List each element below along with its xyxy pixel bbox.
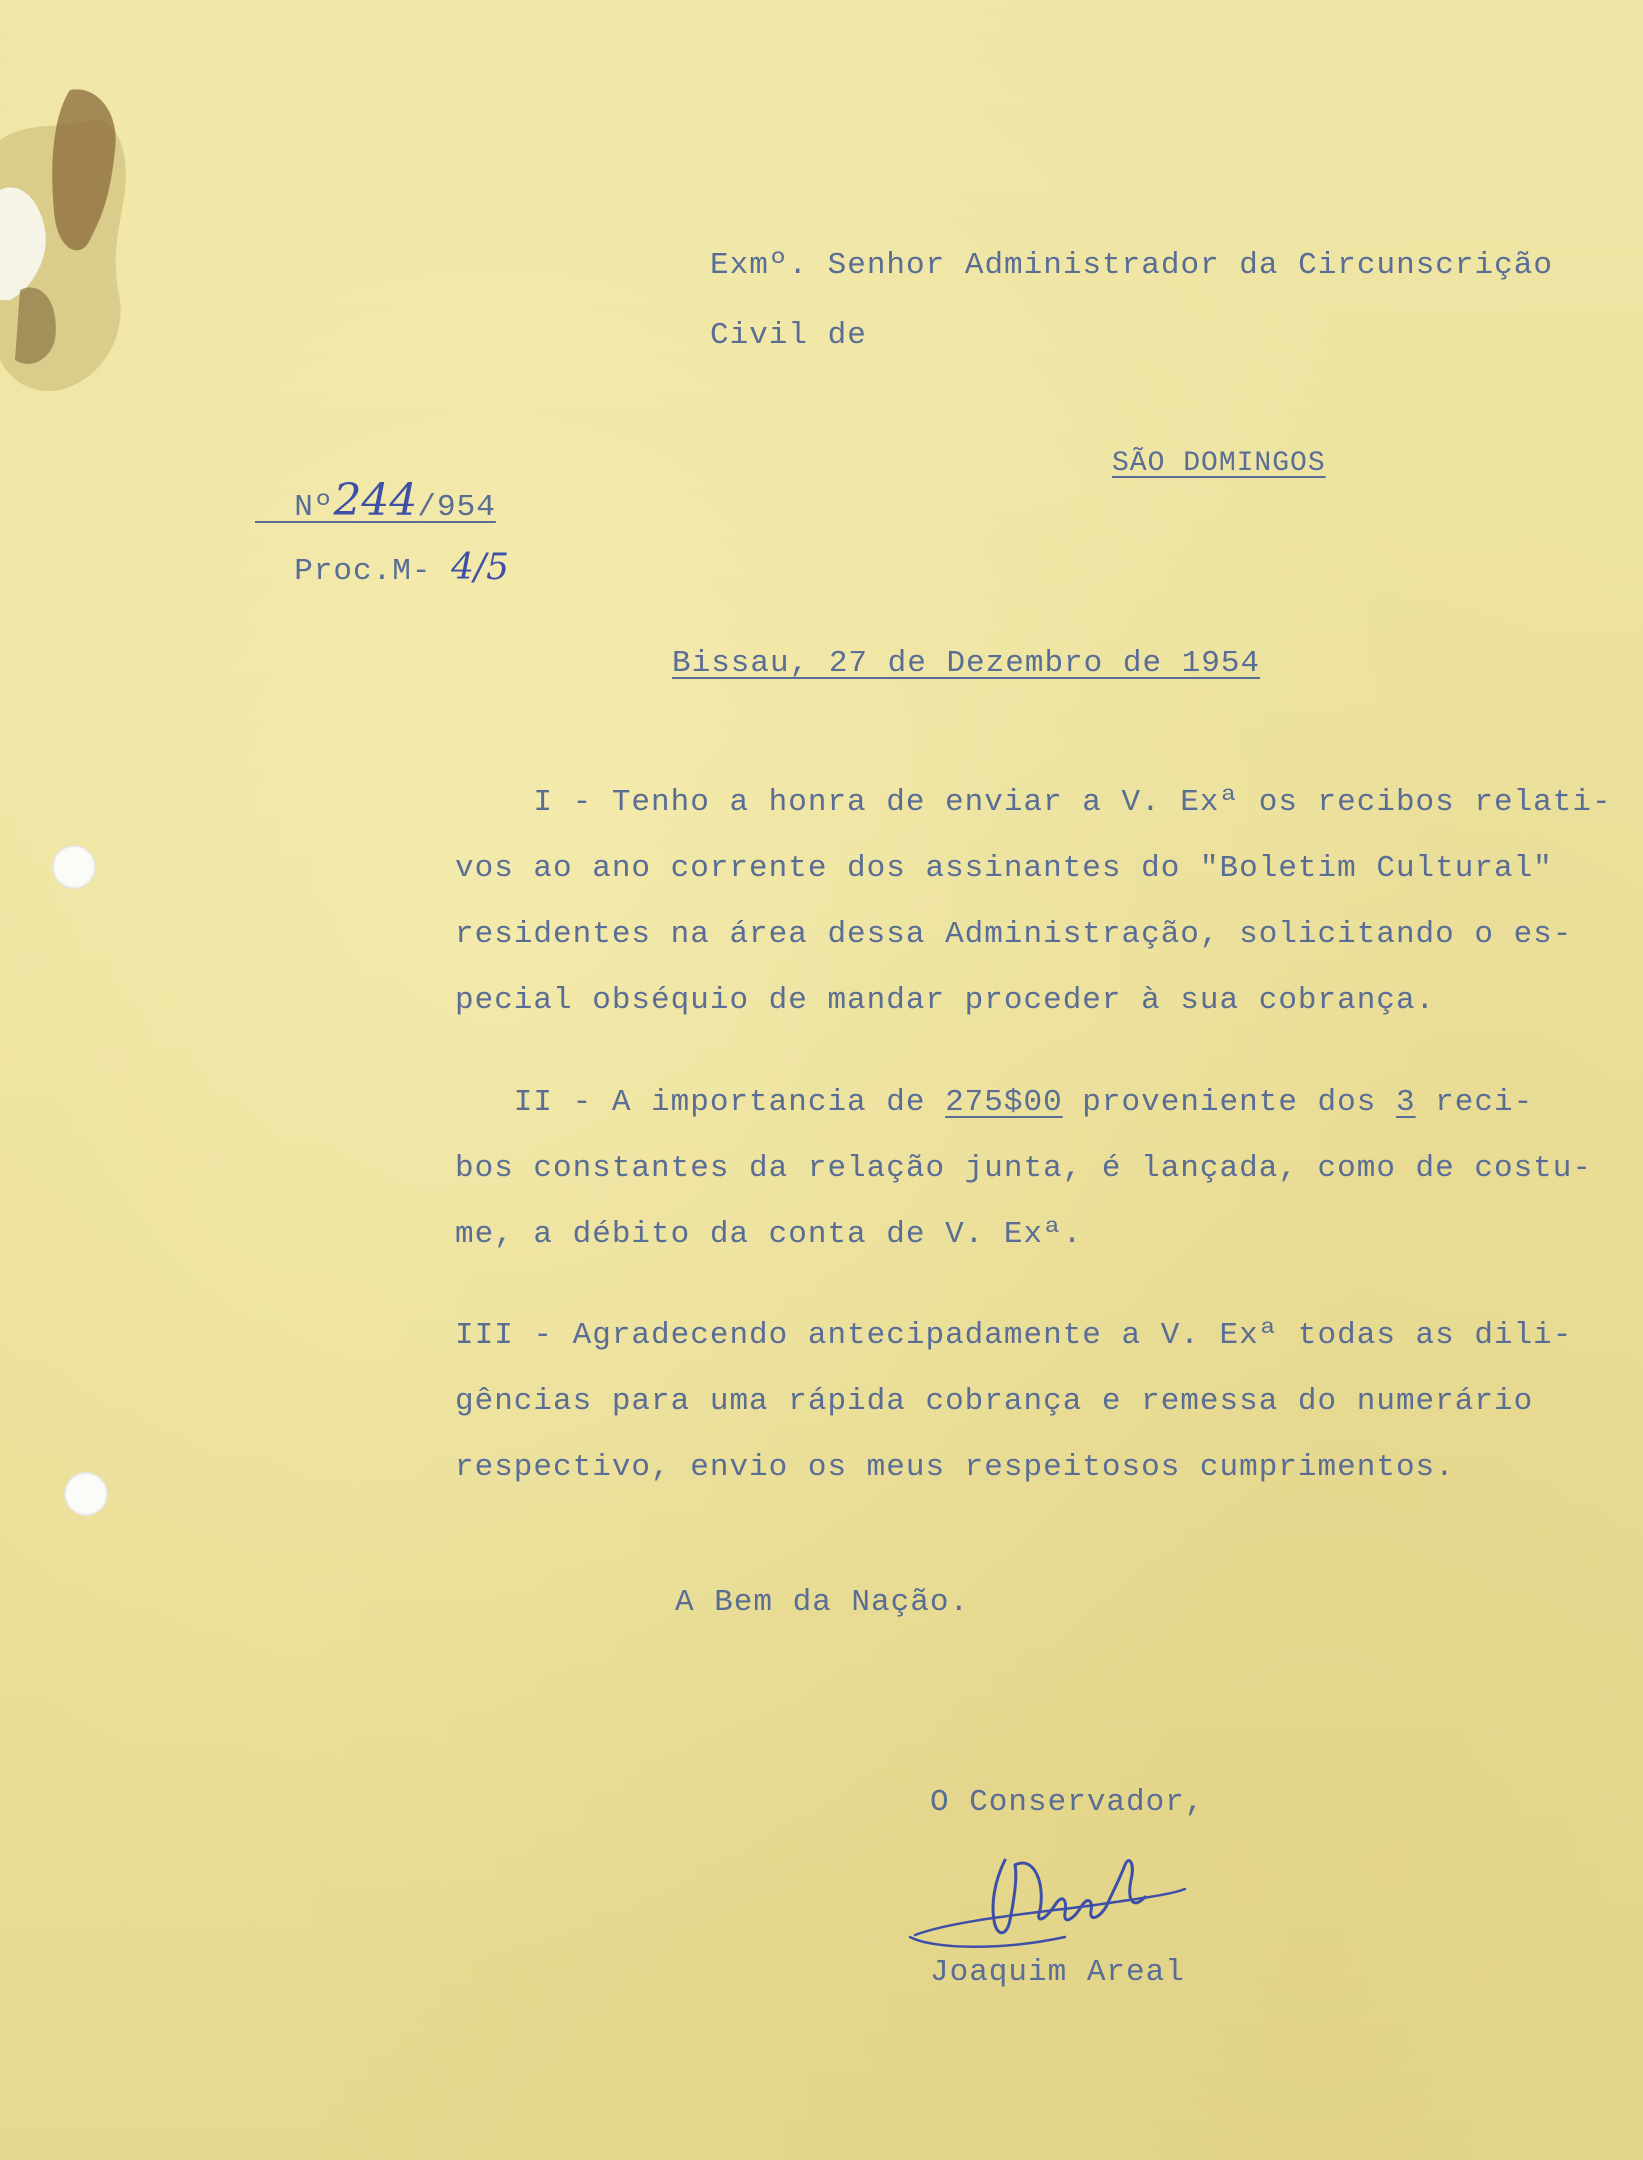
reference-number-prefix: Nº [294, 490, 334, 525]
paragraph-1-line-4: pecial obséquio de mandar proceder à sua cobrança. [455, 983, 1436, 1018]
paragraph-1 [455, 770, 1612, 1034]
date-line: Bissau, 27 de Dezembro de 1954 [672, 646, 1261, 681]
receipt-count: 3 [1395, 1085, 1416, 1120]
paragraph-2-line-1 [455, 1070, 1575, 1136]
reference-number-year: /954 [417, 490, 496, 525]
paragraph-2-text-c: reci- [1415, 1085, 1534, 1120]
addressee-line-1: Exmº. Senhor Administrador da Circunscrição [710, 248, 1553, 283]
paragraph-1-line-3: residentes na área dessa Administração, solicitando o es- [455, 917, 1573, 952]
paragraph-1-line-1: I - Tenho a honra de enviar a V. Exª os recibos relati- [455, 785, 1612, 820]
paragraph-2 [455, 1070, 1592, 1268]
reference-number-handwritten: 244 [333, 475, 418, 526]
punch-hole-bottom [64, 1472, 108, 1516]
addressee-line-2: Civil de [710, 318, 867, 353]
paragraph-3-line-2: gências para uma rápida cobrança e remessa do numerário [455, 1384, 1534, 1419]
paragraph-2-line-3: me, a débito da conta de V. Exª. [455, 1217, 1083, 1252]
closing-salutation: A Bem da Nação. [675, 1585, 970, 1620]
process-prefix: Proc.M- [294, 554, 432, 589]
signatory-title: O Conservador, [930, 1785, 1205, 1820]
paragraph-2-line-2: bos constantes da relação junta, é lançada, como de costu- [455, 1151, 1592, 1186]
process-reference [255, 512, 509, 589]
paragraph-3-line-1: III - Agradecendo antecipadamente a V. Exª todas as dili- [455, 1318, 1573, 1353]
paragraph-3-line-3: respectivo, envio os meus respeitosos cumprimentos. [455, 1450, 1455, 1485]
handwritten-signature [895, 1825, 1215, 1965]
place-name: SÃO DOMINGOS [1112, 448, 1326, 479]
punch-hole-top [52, 845, 96, 889]
paragraph-3 [455, 1303, 1575, 1501]
paragraph-1-line-2: vos ao ano corrente dos assinantes do "Boletim Cultural" [455, 851, 1553, 886]
paragraph-2-text-b: proveniente dos [1062, 1085, 1396, 1120]
amount-value: 275$00 [945, 1085, 1063, 1120]
paper-stain-decoration [0, 60, 150, 400]
signatory-name: Joaquim Areal [930, 1955, 1185, 1990]
process-handwritten: 4/5 [451, 547, 509, 588]
paragraph-2-text-a: II - A importancia de [455, 1085, 946, 1120]
